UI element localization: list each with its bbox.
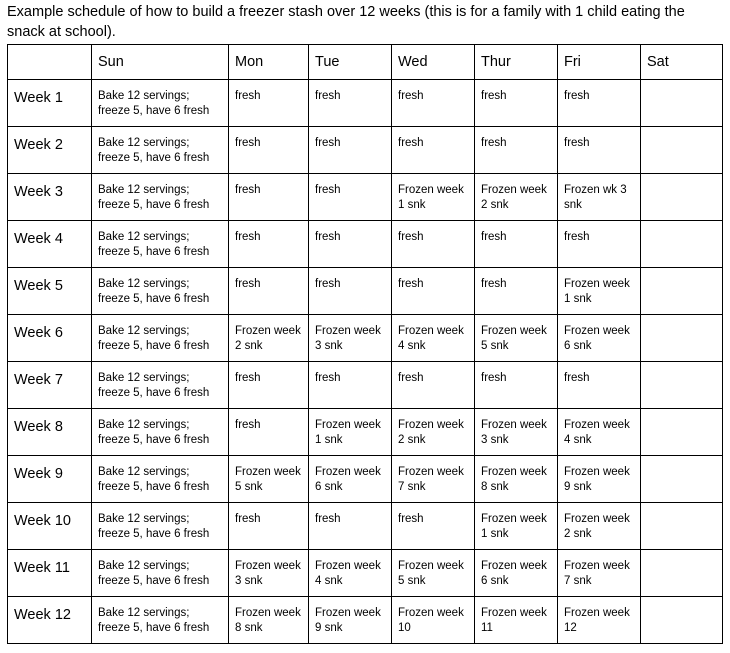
cell-text: Frozen week 1 snk: [398, 184, 464, 211]
cell-text: Bake 12 servings; freeze 5, have 6 fresh: [98, 372, 210, 399]
table-row: [8, 362, 723, 409]
week-label: Week 3: [14, 184, 63, 200]
header-label: Sun: [98, 54, 124, 70]
cell-wed: [392, 456, 475, 503]
cell-text: fresh: [235, 372, 261, 384]
week-label: Week 2: [14, 137, 63, 153]
cell-text: Frozen week 5 snk: [235, 466, 301, 493]
cell-mon: [229, 503, 309, 550]
schedule-body: [8, 45, 723, 644]
cell-wed: [392, 221, 475, 268]
cell-text: [641, 503, 722, 512]
cell-text: fresh: [481, 278, 507, 290]
cell-text: [641, 362, 722, 371]
cell-text: Frozen week 8 snk: [235, 607, 301, 634]
cell-fri: [558, 315, 641, 362]
cell-sun: [92, 503, 229, 550]
header-label: Fri: [564, 54, 581, 70]
cell-mon: [229, 409, 309, 456]
cell-text: fresh: [564, 90, 590, 102]
cell-text: fresh: [564, 137, 590, 149]
cell-fri: [558, 268, 641, 315]
cell-thur: [475, 315, 558, 362]
week-label-cell: [8, 362, 92, 409]
cell-text: fresh: [235, 137, 261, 149]
cell-sun: [92, 409, 229, 456]
cell-thur: [475, 362, 558, 409]
table-row: [8, 174, 723, 221]
cell-fri: [558, 174, 641, 221]
header-label: Mon: [235, 54, 264, 70]
week-label: Week 10: [14, 513, 71, 529]
cell-text: fresh: [235, 184, 261, 196]
table-row: [8, 315, 723, 362]
table-row: [8, 597, 723, 644]
cell-sat: [641, 127, 723, 174]
cell-text: [641, 409, 722, 418]
week-label: Week 9: [14, 466, 63, 482]
cell-text: Frozen week 12: [564, 607, 630, 634]
header-sun: [92, 45, 229, 80]
cell-text: Frozen week 3 snk: [481, 419, 547, 446]
cell-sun: [92, 456, 229, 503]
header-tue: [309, 45, 392, 80]
cell-text: fresh: [315, 278, 341, 290]
header-wed: [392, 45, 475, 80]
cell-text: Frozen week 9 snk: [315, 607, 381, 634]
cell-text: fresh: [481, 137, 507, 149]
cell-text: [641, 268, 722, 277]
week-label-cell: [8, 315, 92, 362]
cell-text: Frozen week 2 snk: [235, 325, 301, 352]
cell-text: fresh: [315, 137, 341, 149]
cell-thur: [475, 174, 558, 221]
cell-tue: [309, 597, 392, 644]
week-label-cell: [8, 456, 92, 503]
cell-text: Bake 12 servings; freeze 5, have 6 fresh: [98, 90, 210, 117]
cell-tue: [309, 362, 392, 409]
week-label: Week 11: [14, 560, 70, 576]
cell-tue: [309, 409, 392, 456]
cell-tue: [309, 456, 392, 503]
cell-text: Frozen week 6 snk: [481, 560, 547, 587]
cell-text: fresh: [564, 231, 590, 243]
cell-text: fresh: [481, 372, 507, 384]
week-label: Week 8: [14, 419, 63, 435]
week-label: Week 1: [14, 90, 63, 106]
cell-sun: [92, 597, 229, 644]
cell-text: Frozen week 7 snk: [398, 466, 464, 493]
cell-sat: [641, 597, 723, 644]
cell-fri: [558, 221, 641, 268]
cell-thur: [475, 597, 558, 644]
cell-text: fresh: [315, 184, 341, 196]
cell-thur: [475, 409, 558, 456]
cell-text: Frozen week 3 snk: [235, 560, 301, 587]
cell-tue: [309, 503, 392, 550]
cell-text: Frozen week 1 snk: [481, 513, 547, 540]
cell-text: Frozen week 4 snk: [564, 419, 630, 446]
week-label-cell: [8, 409, 92, 456]
cell-text: [641, 315, 722, 324]
header-row: [8, 45, 723, 80]
cell-text: Frozen week 9 snk: [564, 466, 630, 493]
table-row: [8, 409, 723, 456]
cell-text: Frozen week 5 snk: [398, 560, 464, 587]
table-row: [8, 550, 723, 597]
cell-text: Frozen week 8 snk: [481, 466, 547, 493]
table-row: [8, 221, 723, 268]
schedule-table: [7, 44, 723, 644]
cell-mon: [229, 221, 309, 268]
cell-sat: [641, 268, 723, 315]
cell-text: [641, 127, 722, 136]
cell-sun: [92, 362, 229, 409]
cell-text: fresh: [398, 278, 424, 290]
page-title: Example schedule of how to build a freezer stash over 12 weeks (this is for a family with 1 child eating the snack at school).: [7, 4, 685, 40]
cell-text: Bake 12 servings; freeze 5, have 6 fresh: [98, 137, 210, 164]
cell-text: [641, 174, 722, 183]
cell-mon: [229, 268, 309, 315]
cell-tue: [309, 80, 392, 127]
header-label: Tue: [315, 54, 340, 70]
cell-text: fresh: [481, 231, 507, 243]
cell-sat: [641, 221, 723, 268]
cell-text: Frozen wk 3 snk: [564, 184, 627, 211]
cell-text: Frozen week 11: [481, 607, 547, 634]
header-sat: [641, 45, 723, 80]
cell-sun: [92, 221, 229, 268]
cell-thur: [475, 550, 558, 597]
cell-mon: [229, 127, 309, 174]
cell-thur: [475, 221, 558, 268]
cell-text: fresh: [315, 231, 341, 243]
week-label-cell: [8, 597, 92, 644]
cell-text: fresh: [398, 372, 424, 384]
cell-mon: [229, 315, 309, 362]
table-row: [8, 503, 723, 550]
cell-mon: [229, 80, 309, 127]
week-label-cell: [8, 268, 92, 315]
cell-fri: [558, 80, 641, 127]
cell-text: Bake 12 servings; freeze 5, have 6 fresh: [98, 184, 210, 211]
cell-text: fresh: [235, 419, 261, 431]
cell-text: Bake 12 servings; freeze 5, have 6 fresh: [98, 560, 210, 587]
week-label: Week 5: [14, 278, 63, 294]
cell-sun: [92, 315, 229, 362]
cell-sat: [641, 362, 723, 409]
cell-tue: [309, 221, 392, 268]
week-label-cell: [8, 221, 92, 268]
cell-text: Bake 12 servings; freeze 5, have 6 fresh: [98, 419, 210, 446]
cell-text: Frozen week 2 snk: [481, 184, 547, 211]
cell-text: Frozen week 4 snk: [315, 560, 381, 587]
cell-fri: [558, 362, 641, 409]
cell-thur: [475, 268, 558, 315]
header-thur: [475, 45, 558, 80]
cell-tue: [309, 268, 392, 315]
table-row: [8, 127, 723, 174]
cell-text: fresh: [235, 513, 261, 525]
cell-wed: [392, 315, 475, 362]
week-label-cell: [8, 550, 92, 597]
header-label: [8, 45, 91, 53]
header-fri: [558, 45, 641, 80]
cell-thur: [475, 503, 558, 550]
cell-thur: [475, 127, 558, 174]
cell-text: fresh: [235, 278, 261, 290]
week-label-cell: [8, 127, 92, 174]
cell-wed: [392, 550, 475, 597]
cell-text: Bake 12 servings; freeze 5, have 6 fresh: [98, 325, 210, 352]
cell-sat: [641, 174, 723, 221]
cell-text: [641, 597, 722, 606]
cell-text: Frozen week 7 snk: [564, 560, 630, 587]
cell-tue: [309, 315, 392, 362]
cell-text: [641, 80, 722, 89]
cell-thur: [475, 456, 558, 503]
cell-text: fresh: [481, 90, 507, 102]
header-mon: [229, 45, 309, 80]
cell-text: fresh: [398, 513, 424, 525]
week-label: Week 12: [14, 607, 71, 623]
week-label-cell: [8, 80, 92, 127]
cell-text: [641, 456, 722, 465]
cell-text: [641, 550, 722, 559]
week-label: Week 7: [14, 372, 63, 388]
cell-wed: [392, 503, 475, 550]
header-label: Sat: [647, 54, 669, 70]
cell-text: Bake 12 servings; freeze 5, have 6 fresh: [98, 466, 210, 493]
cell-sun: [92, 550, 229, 597]
cell-mon: [229, 174, 309, 221]
cell-fri: [558, 503, 641, 550]
cell-text: fresh: [398, 231, 424, 243]
cell-text: Frozen week 2 snk: [564, 513, 630, 540]
cell-text: Frozen week 10: [398, 607, 464, 634]
cell-wed: [392, 409, 475, 456]
cell-mon: [229, 597, 309, 644]
cell-text: fresh: [315, 513, 341, 525]
cell-sat: [641, 315, 723, 362]
cell-mon: [229, 362, 309, 409]
cell-fri: [558, 409, 641, 456]
cell-wed: [392, 597, 475, 644]
cell-text: fresh: [235, 231, 261, 243]
cell-sat: [641, 456, 723, 503]
cell-text: Frozen week 2 snk: [398, 419, 464, 446]
cell-text: Frozen week 6 snk: [564, 325, 630, 352]
cell-text: Frozen week 1 snk: [315, 419, 381, 446]
cell-wed: [392, 362, 475, 409]
cell-text: Frozen week 3 snk: [315, 325, 381, 352]
cell-fri: [558, 550, 641, 597]
cell-tue: [309, 550, 392, 597]
cell-text: Frozen week 6 snk: [315, 466, 381, 493]
header-label: Thur: [481, 54, 511, 70]
cell-text: fresh: [564, 372, 590, 384]
cell-sun: [92, 268, 229, 315]
week-label-cell: [8, 503, 92, 550]
cell-text: Bake 12 servings; freeze 5, have 6 fresh: [98, 513, 210, 540]
week-label: Week 6: [14, 325, 63, 341]
cell-tue: [309, 174, 392, 221]
table-row: [8, 268, 723, 315]
cell-thur: [475, 80, 558, 127]
cell-sat: [641, 80, 723, 127]
cell-text: Bake 12 servings; freeze 5, have 6 fresh: [98, 231, 210, 258]
cell-sat: [641, 550, 723, 597]
cell-sun: [92, 127, 229, 174]
cell-text: Frozen week 1 snk: [564, 278, 630, 305]
cell-tue: [309, 127, 392, 174]
cell-sat: [641, 503, 723, 550]
table-row: [8, 80, 723, 127]
cell-text: [641, 221, 722, 230]
cell-text: Frozen week 4 snk: [398, 325, 464, 352]
cell-text: fresh: [398, 90, 424, 102]
header-label: Wed: [398, 54, 428, 70]
cell-wed: [392, 127, 475, 174]
cell-text: fresh: [398, 137, 424, 149]
cell-mon: [229, 550, 309, 597]
cell-sun: [92, 80, 229, 127]
cell-text: Bake 12 servings; freeze 5, have 6 fresh: [98, 607, 210, 634]
cell-fri: [558, 456, 641, 503]
week-label: Week 4: [14, 231, 63, 247]
cell-sat: [641, 409, 723, 456]
cell-fri: [558, 127, 641, 174]
cell-wed: [392, 268, 475, 315]
cell-wed: [392, 174, 475, 221]
cell-mon: [229, 456, 309, 503]
cell-text: Frozen week 5 snk: [481, 325, 547, 352]
cell-text: Bake 12 servings; freeze 5, have 6 fresh: [98, 278, 210, 305]
week-label-cell: [8, 174, 92, 221]
cell-sun: [92, 174, 229, 221]
cell-text: fresh: [315, 90, 341, 102]
cell-fri: [558, 597, 641, 644]
header-week: [8, 45, 92, 80]
cell-text: fresh: [235, 90, 261, 102]
table-row: [8, 456, 723, 503]
cell-text: fresh: [315, 372, 341, 384]
cell-wed: [392, 80, 475, 127]
